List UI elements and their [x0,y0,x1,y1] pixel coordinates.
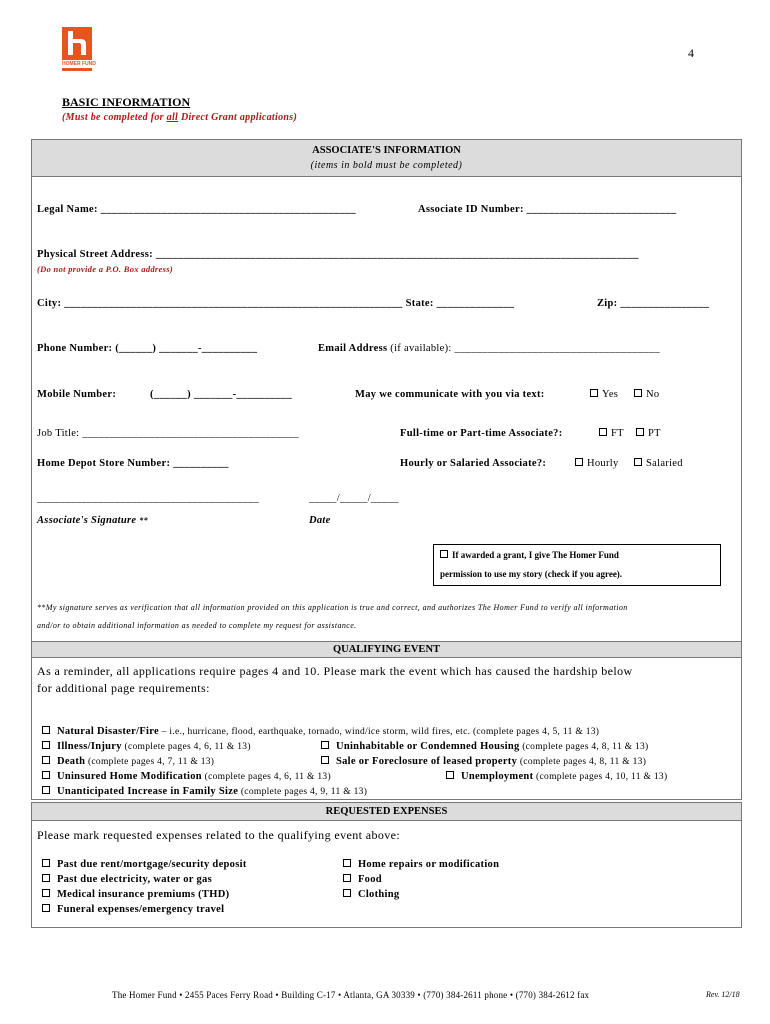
expense-utilities[interactable]: Past due electricity, water or gas [42,874,212,885]
event-home-modification[interactable]: Uninsured Home Modification (complete pages 4, 6, 11 & 13) [42,771,331,782]
mobile-number-label: Mobile Number: [37,389,117,400]
checkbox-icon[interactable] [343,859,351,867]
requested-expenses-title: REQUESTED EXPENSES [325,806,448,817]
checkbox-icon[interactable] [42,771,50,779]
checkbox-icon[interactable] [590,389,598,397]
checkbox-icon[interactable] [321,756,329,764]
checkbox-icon[interactable] [42,874,50,882]
checkbox-icon[interactable] [636,428,644,436]
date-line[interactable]: _____/_____/_____ [309,493,399,504]
event-family-size-increase[interactable]: Unanticipated Increase in Family Size (complete pages 4, 9, 11 & 13) [42,786,367,797]
event-death[interactable]: Death (complete pages 4, 7, 11 & 13) [42,756,214,767]
hourly-salaried-question: Hourly or Salaried Associate?: [400,458,547,469]
signature-label: Associate's Signature ** [37,515,148,526]
po-box-note: (Do not provide a P.O. Box address) [37,264,173,274]
zip-field[interactable]: Zip: ________________ [597,298,710,309]
story-permission-line1[interactable]: If awarded a grant, I give The Homer Fund [440,550,619,560]
store-number-field[interactable]: Home Depot Store Number: __________ [37,458,229,469]
checkbox-icon[interactable] [42,756,50,764]
text-no-option[interactable]: No [634,389,659,400]
event-uninhabitable-housing[interactable]: Uninhabitable or Condemned Housing (complete pages 4, 8, 11 & 13) [321,741,649,752]
qualifying-intro-line2: for additional page requirements: [37,681,210,695]
expense-clothing[interactable]: Clothing [343,889,399,900]
logo-letter-icon [65,29,89,57]
signature-line[interactable]: ________________________________________ [37,493,259,504]
salaried-option[interactable]: Salaried [634,458,683,469]
hourly-option[interactable]: Hourly [575,458,619,469]
checkbox-icon[interactable] [634,389,642,397]
expense-medical-insurance[interactable]: Medical insurance premiums (THD) [42,889,229,900]
disclaimer-line2: and/or to obtain additional information as needed to complete my request for assistance. [37,621,357,630]
checkbox-icon[interactable] [321,741,329,749]
event-natural-disaster[interactable]: Natural Disaster/Fire – i.e., hurricane, flood, earthquake, tornado, wind/ice storm, wild fires, etc. (complete pages 4, 5, 11 & 13) [42,726,599,737]
logo-brand-text: HOMER FUND [62,61,96,67]
story-permission-box [433,544,721,586]
checkbox-icon[interactable] [343,874,351,882]
email-field[interactable]: Email Address (if available): _____________________________________ [318,343,660,354]
associate-id-field[interactable]: Associate ID Number: ___________________________ [418,204,677,215]
checkbox-icon[interactable] [440,550,448,558]
event-illness-injury[interactable]: Illness/Injury (complete pages 4, 6, 11 & 13) [42,741,251,752]
homer-fund-logo [62,27,96,71]
qualifying-event-title: QUALIFYING EVENT [332,644,441,655]
qualifying-intro-line1: As a reminder, all applications require pages 4 and 10. Please mark the event which has caused the hardship below [37,664,633,678]
page-subheading: (Must be completed for all Direct Grant applications) [62,112,298,123]
expense-funeral-travel[interactable]: Funeral expenses/emergency travel [42,904,224,915]
phone-number-field[interactable]: Phone Number: (______) _______-__________ [37,343,258,354]
text-consent-question: May we communicate with you via text: [355,389,545,400]
event-unemployment[interactable]: Unemployment (complete pages 4, 10, 11 & 13) [446,771,667,782]
qualifying-event-header [32,642,741,658]
page-footer: The Homer Fund • 2455 Paces Ferry Road • Building C-17 • Atlanta, GA 30339 • (770) 384-2611 phone • (770) 384-2612 fax [112,990,590,1000]
associate-info-title: ASSOCIATE'S INFORMATION [312,145,461,156]
associate-info-subtitle: (items in bold must be completed) [310,160,463,171]
checkbox-icon[interactable] [42,904,50,912]
page-number: 4 [688,46,694,60]
checkbox-icon[interactable] [42,889,50,897]
expense-food[interactable]: Food [343,874,382,885]
physical-address-field[interactable]: Physical Street Address: _______________________________________________________________________________________ [37,249,639,260]
expense-rent-mortgage[interactable]: Past due rent/mortgage/security deposit [42,859,247,870]
job-title-field[interactable]: Job Title: _______________________________________ [37,428,299,439]
city-state-field[interactable]: City: _____________________________________________________________ State: ______________ [37,298,515,309]
checkbox-icon[interactable] [599,428,607,436]
text-yes-option[interactable]: Yes [590,389,618,400]
checkbox-icon[interactable] [42,786,50,794]
ft-option[interactable]: FT [599,428,624,439]
associate-info-header [32,140,741,177]
ft-pt-question: Full-time or Part-time Associate?: [400,428,563,439]
checkbox-icon[interactable] [575,458,583,466]
event-sale-foreclosure[interactable]: Sale or Foreclosure of leased property (complete pages 4, 8, 11 & 13) [321,756,646,767]
story-permission-line2: permission to use my story (check if you agree). [440,569,623,579]
checkbox-icon[interactable] [343,889,351,897]
checkbox-icon[interactable] [634,458,642,466]
checkbox-icon[interactable] [42,741,50,749]
checkbox-icon[interactable] [42,859,50,867]
mobile-number-field[interactable]: (______) _______-__________ [150,389,292,400]
expense-home-repairs[interactable]: Home repairs or modification [343,859,499,870]
page-heading: BASIC INFORMATION [62,95,191,109]
disclaimer-line1: **My signature serves as verification that all information provided on this application is true and correct, and authorizes The Homer Fund to verify all information [37,603,628,612]
pt-option[interactable]: PT [636,428,661,439]
checkbox-icon[interactable] [42,726,50,734]
legal-name-field[interactable]: Legal Name: ______________________________________________ [37,204,356,215]
checkbox-icon[interactable] [446,771,454,779]
requested-expenses-header [32,803,741,821]
date-label: Date [309,515,331,526]
expenses-intro: Please mark requested expenses related to the qualifying event above: [37,828,401,842]
revision-label: Rev. 12/18 [706,990,740,999]
